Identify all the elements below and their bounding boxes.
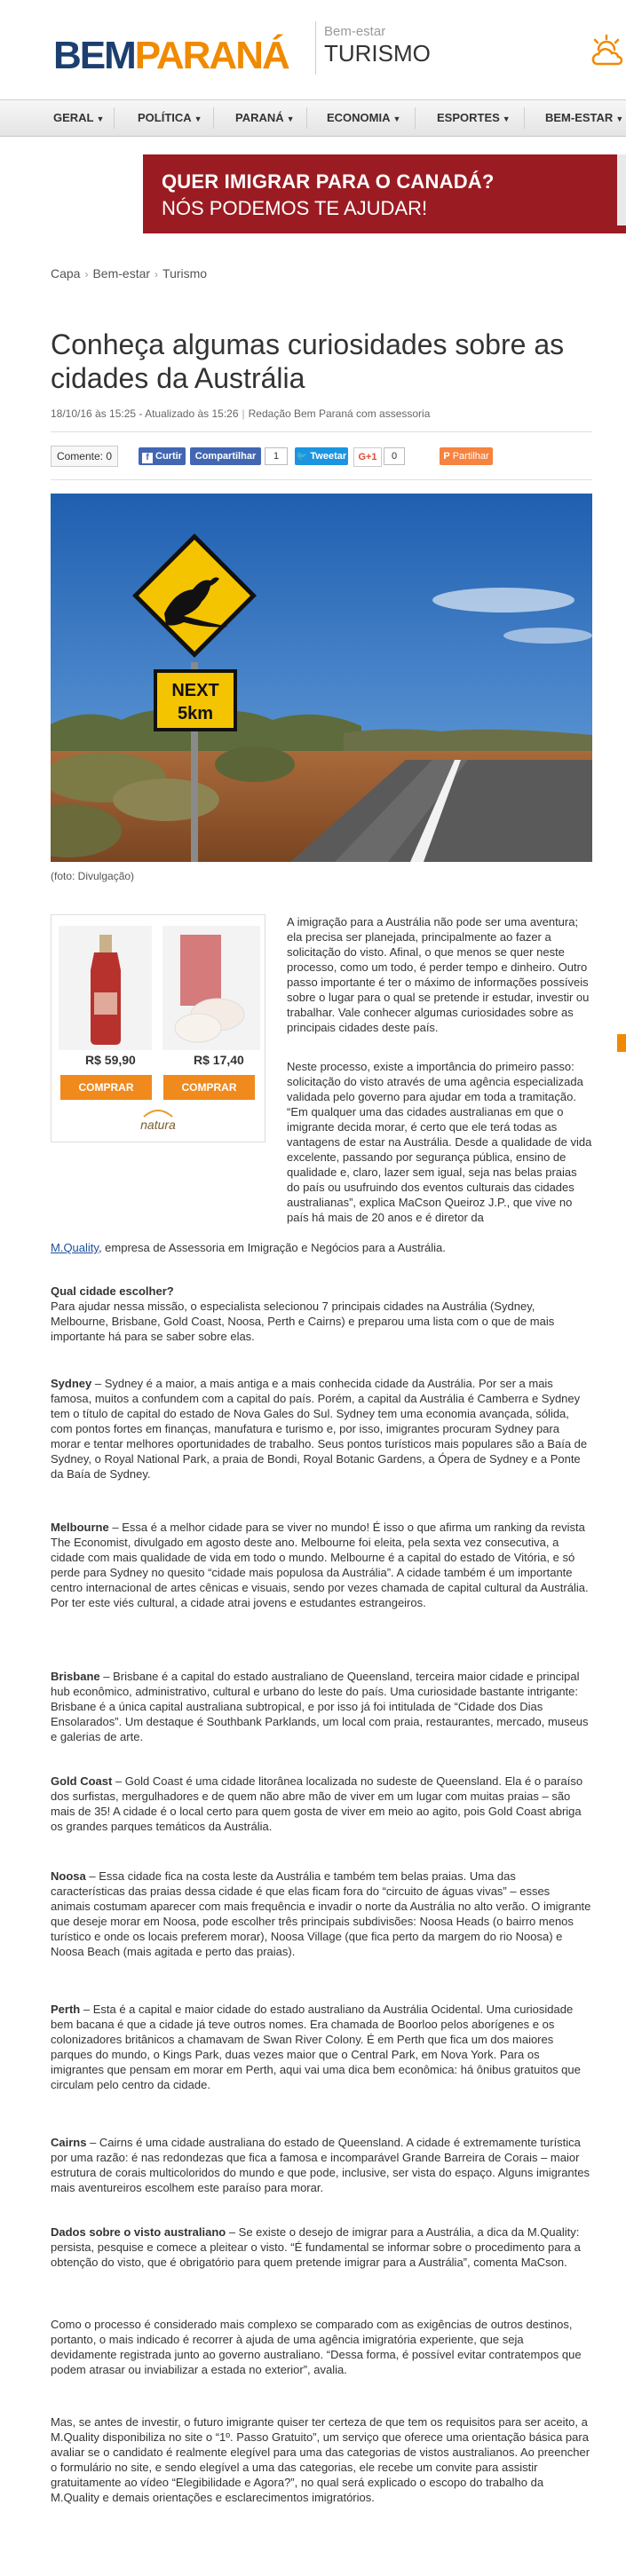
- weather-sun-cloud-icon: [586, 32, 626, 67]
- paragraph-brisbane: Brisbane – Brisbane é a capital do estado australiano de Queensland, terceira maior cidade e principal hub econômico, administrativo, cultural e urbano do leste do país. Uma curiosidade bastante intrigante: Brisbane é a única capital australiana subtropical, e por isso já foi intitulada de “Cidade dos Dias Ensolarados”. Um destaque é Southbank Parklands, um local com praia, restaurantes, mercado, museus e galerias de arte.: [51, 1670, 589, 1743]
- google-plus-count: 0: [384, 447, 405, 465]
- pinterest-share-button[interactable]: P Partilhar: [440, 447, 493, 465]
- section-title[interactable]: TURISMO: [324, 40, 431, 67]
- sign-distance-text: 5km: [177, 704, 214, 723]
- breadcrumb-capa[interactable]: Capa: [51, 266, 81, 281]
- paragraph: Como o processo é considerado mais complexo se comparado com as exigências de outros destinos, portanto, o mais indicado é recorrer à ajuda de uma agência imigratória experiente, que seja devidamente registrada junto ao governo australiano. “Dessa forma, é possível evitar contratempos que podem atrasar ou inviabilizar a estada no exterior”, avalia.: [51, 2318, 582, 2376]
- buy-button-2[interactable]: COMPRAR: [163, 1075, 255, 1100]
- paragraph-cairns: Cairns – Cairns é uma cidade australiana do estado de Queensland. A cidade é extremamente turística por uma razão: é nas redondezas que fica a famosa e incomparável Grande Barreira de Corais – maior estrutura de corais multicoloridos do mundo e que pode, inclusive, ser vista do espaço. Alguns imigrantes mais aventureiros escolhem este paraíso para morar.: [51, 2136, 590, 2194]
- nav-item-geral[interactable]: GERAL ▼: [53, 111, 105, 124]
- kangaroo-road-sign-photo: [51, 494, 592, 862]
- site-header: [0, 0, 626, 99]
- site-logo[interactable]: [53, 22, 289, 75]
- natura-logo[interactable]: natura: [127, 1107, 189, 1134]
- caret-down-icon: ▼: [194, 115, 202, 123]
- nav-item-economia[interactable]: ECONOMIA ▼: [327, 111, 401, 124]
- paragraph: A imigração para a Austrália não pode ser uma aventura; ela precisa ser planejada, principalmente ao fazer a solicitação do visto. Afinal, o que menos se quer neste processo, como um todo, é perder tempo e dinheiro. Outro passo importante é ter o máximo de informações possíveis sobre o lugar para o qual se pretende ir estudar, investir ou trabalhar. Vale conhecer algumas curiosidades sobre as principais cidades deste país.: [287, 915, 590, 1034]
- main-nav: [0, 99, 626, 137]
- breadcrumb-chevron-icon: ›: [155, 268, 159, 281]
- nav-item-politica[interactable]: POLÍTICA ▼: [138, 111, 202, 124]
- caret-down-icon: ▼: [96, 115, 105, 123]
- facebook-icon: f: [142, 453, 153, 463]
- divider: [51, 479, 592, 480]
- twitter-bird-icon: 🐦: [296, 452, 308, 462]
- logo-parana: PARANÁ: [134, 34, 289, 77]
- logo-bem: BEM: [53, 34, 135, 77]
- caret-down-icon: ▼: [502, 115, 511, 123]
- paragraph: Mas, se antes de investir, o futuro imigrante quiser ter certeza de que tem os requisitos para ser aceito, a M.Quality disponibiliza no site o “1º. Passo Gratuito”, um serviço que oferece uma orientação básica para avaliar se o candidato é realmente elegível para uma das categorias de vistos australianos. Ao preencher o formulário no site, e sendo elegível a uma das categorias, ele recebe um convite para assistir gratuitamente ao vídeo “Elegibilidade e Agora?”, no qual será explicado o escopo do trabalho da M.Quality e demais orientações e esclarecimentos imigratórios.: [51, 2415, 590, 2504]
- buy-button-1[interactable]: COMPRAR: [60, 1075, 152, 1100]
- paragraph-intro-2: Neste processo, existe a importância do primeiro passo: solicitação do visto através de uma agência especializada validada pelo governo para ajudar em toda a tramitação. “Em qualquer uma das cidades australianas em que o imigrante decida morar, é certo que ele terá todas as vantagens de estar na Austrália. Desde a qualidade de vida excelente, passando por segurança pública, ensino de qualidade e, claro, lazer sem igual, seja nas belas praias do país ou usufruindo dos eventos culturais das cidades australianas”, explica MaCson Queiroz J.P., que vive no país há mais de 20 anos e é diretor da: [287, 1060, 592, 1224]
- breadcrumb: [51, 266, 207, 281]
- google-plus-button[interactable]: G+1: [353, 447, 382, 467]
- canada-ad-banner[interactable]: [51, 154, 626, 233]
- paragraph-gold-coast: Gold Coast – Gold Coast é uma cidade litorânea localizada no sudeste de Queensland. Ela é o paraíso dos surfistas, mergulhadores e de quem não abre mão de viver em um lugar com muitas praias – são mais de 35! A cidade é o local certo para quem gosta de viver em meio ao agito, pois Gold Coast abriga os grandes parques temáticos da Austrália.: [51, 1774, 583, 1833]
- caret-down-icon: ▼: [615, 115, 624, 123]
- product-price-1: R$ 59,90: [85, 1053, 136, 1067]
- comment-button[interactable]: Comente: 0: [51, 446, 118, 467]
- sidebar-edge-accent: [617, 1034, 626, 1052]
- article-main-image: [51, 494, 592, 862]
- paragraph: Para ajudar nessa missão, o especialista selecionou 7 principais cidades na Austrália (Sydney, Melbourne, Brisbane, Gold Coast, Noosa, Perth e Cairns) e preparou uma lista com o que de mais importante há para se saber sobre elas.: [51, 1300, 555, 1343]
- paragraph-visto: Dados sobre o visto australiano – Se existe o desejo de imigrar para a Austrália, a dica da M.Quality: persista, pesquise e comece a pleitear o visto. “É fundamental se informar sobre o procedimento para a obtenção do visto, que é obrigatório para quem pretende imigrar para a Austrália”, comenta MaCson.: [51, 2225, 581, 2269]
- caret-down-icon: ▼: [286, 115, 295, 123]
- nav-item-bem-estar[interactable]: BEM-ESTAR ▼: [545, 111, 624, 124]
- banner-subline: NÓS PODEMOS TE AJUDAR!: [162, 197, 428, 219]
- facebook-share-button[interactable]: Compartilhar: [190, 447, 261, 465]
- breadcrumb-chevron-icon: ›: [84, 268, 89, 281]
- paragraph-noosa: Noosa – Essa cidade fica na costa leste da Austrália e também tem belas praias. Uma das características das praias dessa cidade é que elas ficam fora do “circuito de águas vivas” – esses animais costumam aparecer com mais frequência e invadir o norte da Austrália no alto verão. O imigrante que deseje morar em Noosa, pode escolher três principais subdivisões: Noosa Heads (o bairro menos turístico e onde os locais preferem morar), Noosa Village (que fica perto da margem do rio Noosa) e Noosa Beach (mais agitada e perto das praias).: [51, 1869, 591, 1958]
- article-date: 18/10/16 às 15:25 - Atualizado às 15:26: [51, 407, 239, 420]
- breadcrumb-bem-estar[interactable]: Bem-estar: [92, 266, 151, 281]
- divider: [51, 431, 592, 432]
- sidebar-edge: [617, 154, 626, 225]
- image-caption: (foto: Divulgação): [51, 870, 135, 882]
- section-category[interactable]: Bem-estar: [324, 24, 386, 39]
- article-meta: 18/10/16 às 15:25 - Atualizado às 15:26 | Redação Bem Paraná com assessoria: [51, 407, 431, 420]
- sign-next-text: NEXT: [171, 681, 219, 700]
- paragraph-mquality-cont: M.Quality, empresa de Assessoria em Imigração e Negócios para a Austrália.: [51, 1241, 446, 1254]
- header-divider: [315, 21, 316, 75]
- article-author: Redação Bem Paraná com assessoria: [248, 407, 431, 420]
- facebook-share-count: 1: [265, 447, 288, 465]
- paragraph-sydney: Sydney – Sydney é a maior, a mais antiga e a mais conhecida cidade da Austrália. Por ser a mais famosa, muitos a confundem com a capital do país. Porém, a capital da Austrália é Camberra e Sydney tem o título de capital do estado de Nova Gales do Sul. Sydney tem uma economia avançada, sólida, com pontos fortes em finanças, manufatura e turismo e, por isso, imigrantes procuram Sydney para morar e tentar melhores oportunidades de trabalho. Seus pontos turísticos mais populares são a Baía de Sydney, o Royal National Park, a praia de Bondi, Royal Botanic Gardens, a Ópera de Sydney e a Ponte da Baía de Sydney.: [51, 1377, 588, 1481]
- paragraph-perth: Perth – Esta é a capital e maior cidade do estado australiano da Austrália Ocidental. Uma curiosidade bem bacana é que a cidade já teve outros nomes. Era chamada de Boorloo pelos aborígenes e os colonizadores britânicos a chamavam de Swan River Colony. É em Perth que fica um dos maiores parques do mundo, o Kings Park, duas vezes maior que o Central Park, em Nova York. Para os imigrantes que pensam em morar em Perth, aqui vai uma dica bem econômica: há ônibus gratuitos que circulam pelo centro da cidade.: [51, 2003, 581, 2091]
- nav-item-parana[interactable]: PARANÁ ▼: [235, 111, 295, 124]
- article-title: Conheça algumas curiosidades sobre as cidades da Austrália: [51, 328, 565, 395]
- product-price-2: R$ 17,40: [194, 1053, 244, 1067]
- caret-down-icon: ▼: [392, 115, 401, 123]
- tweet-button[interactable]: 🐦 Tweetar: [295, 447, 348, 465]
- mquality-link[interactable]: M.Quality: [51, 1241, 99, 1254]
- facebook-like-button[interactable]: f Curtir: [139, 447, 186, 465]
- nav-item-esportes[interactable]: ESPORTES ▼: [437, 111, 511, 124]
- breadcrumb-turismo[interactable]: Turismo: [162, 266, 208, 281]
- section-heading: Qual cidade escolher?: [51, 1284, 174, 1298]
- paragraph-melbourne: Melbourne – Essa é a melhor cidade para se viver no mundo! É isso o que afirma um ranking da revista The Economist, divulgado em agosto deste ano. Melbourne foi eleita, pela sexta vez consecutiva, a cidade com mais qualidade de vida em todo o mundo. Melbourne é a capital do estado de Vitória, e só perde para Sydney no quesito “cidade mais populosa da Austrália”. A cidade também é um importante centro internacional de artes cênicas e visuais, sendo por vezes chamada de capital cultural da Austrália. Por ter este viés cultural, a cidade atrai jovens e estudantes estrangeiros.: [51, 1521, 589, 1609]
- banner-headline: QUER IMIGRAR PARA O CANADÁ?: [162, 170, 495, 193]
- pinterest-icon: P: [443, 451, 450, 462]
